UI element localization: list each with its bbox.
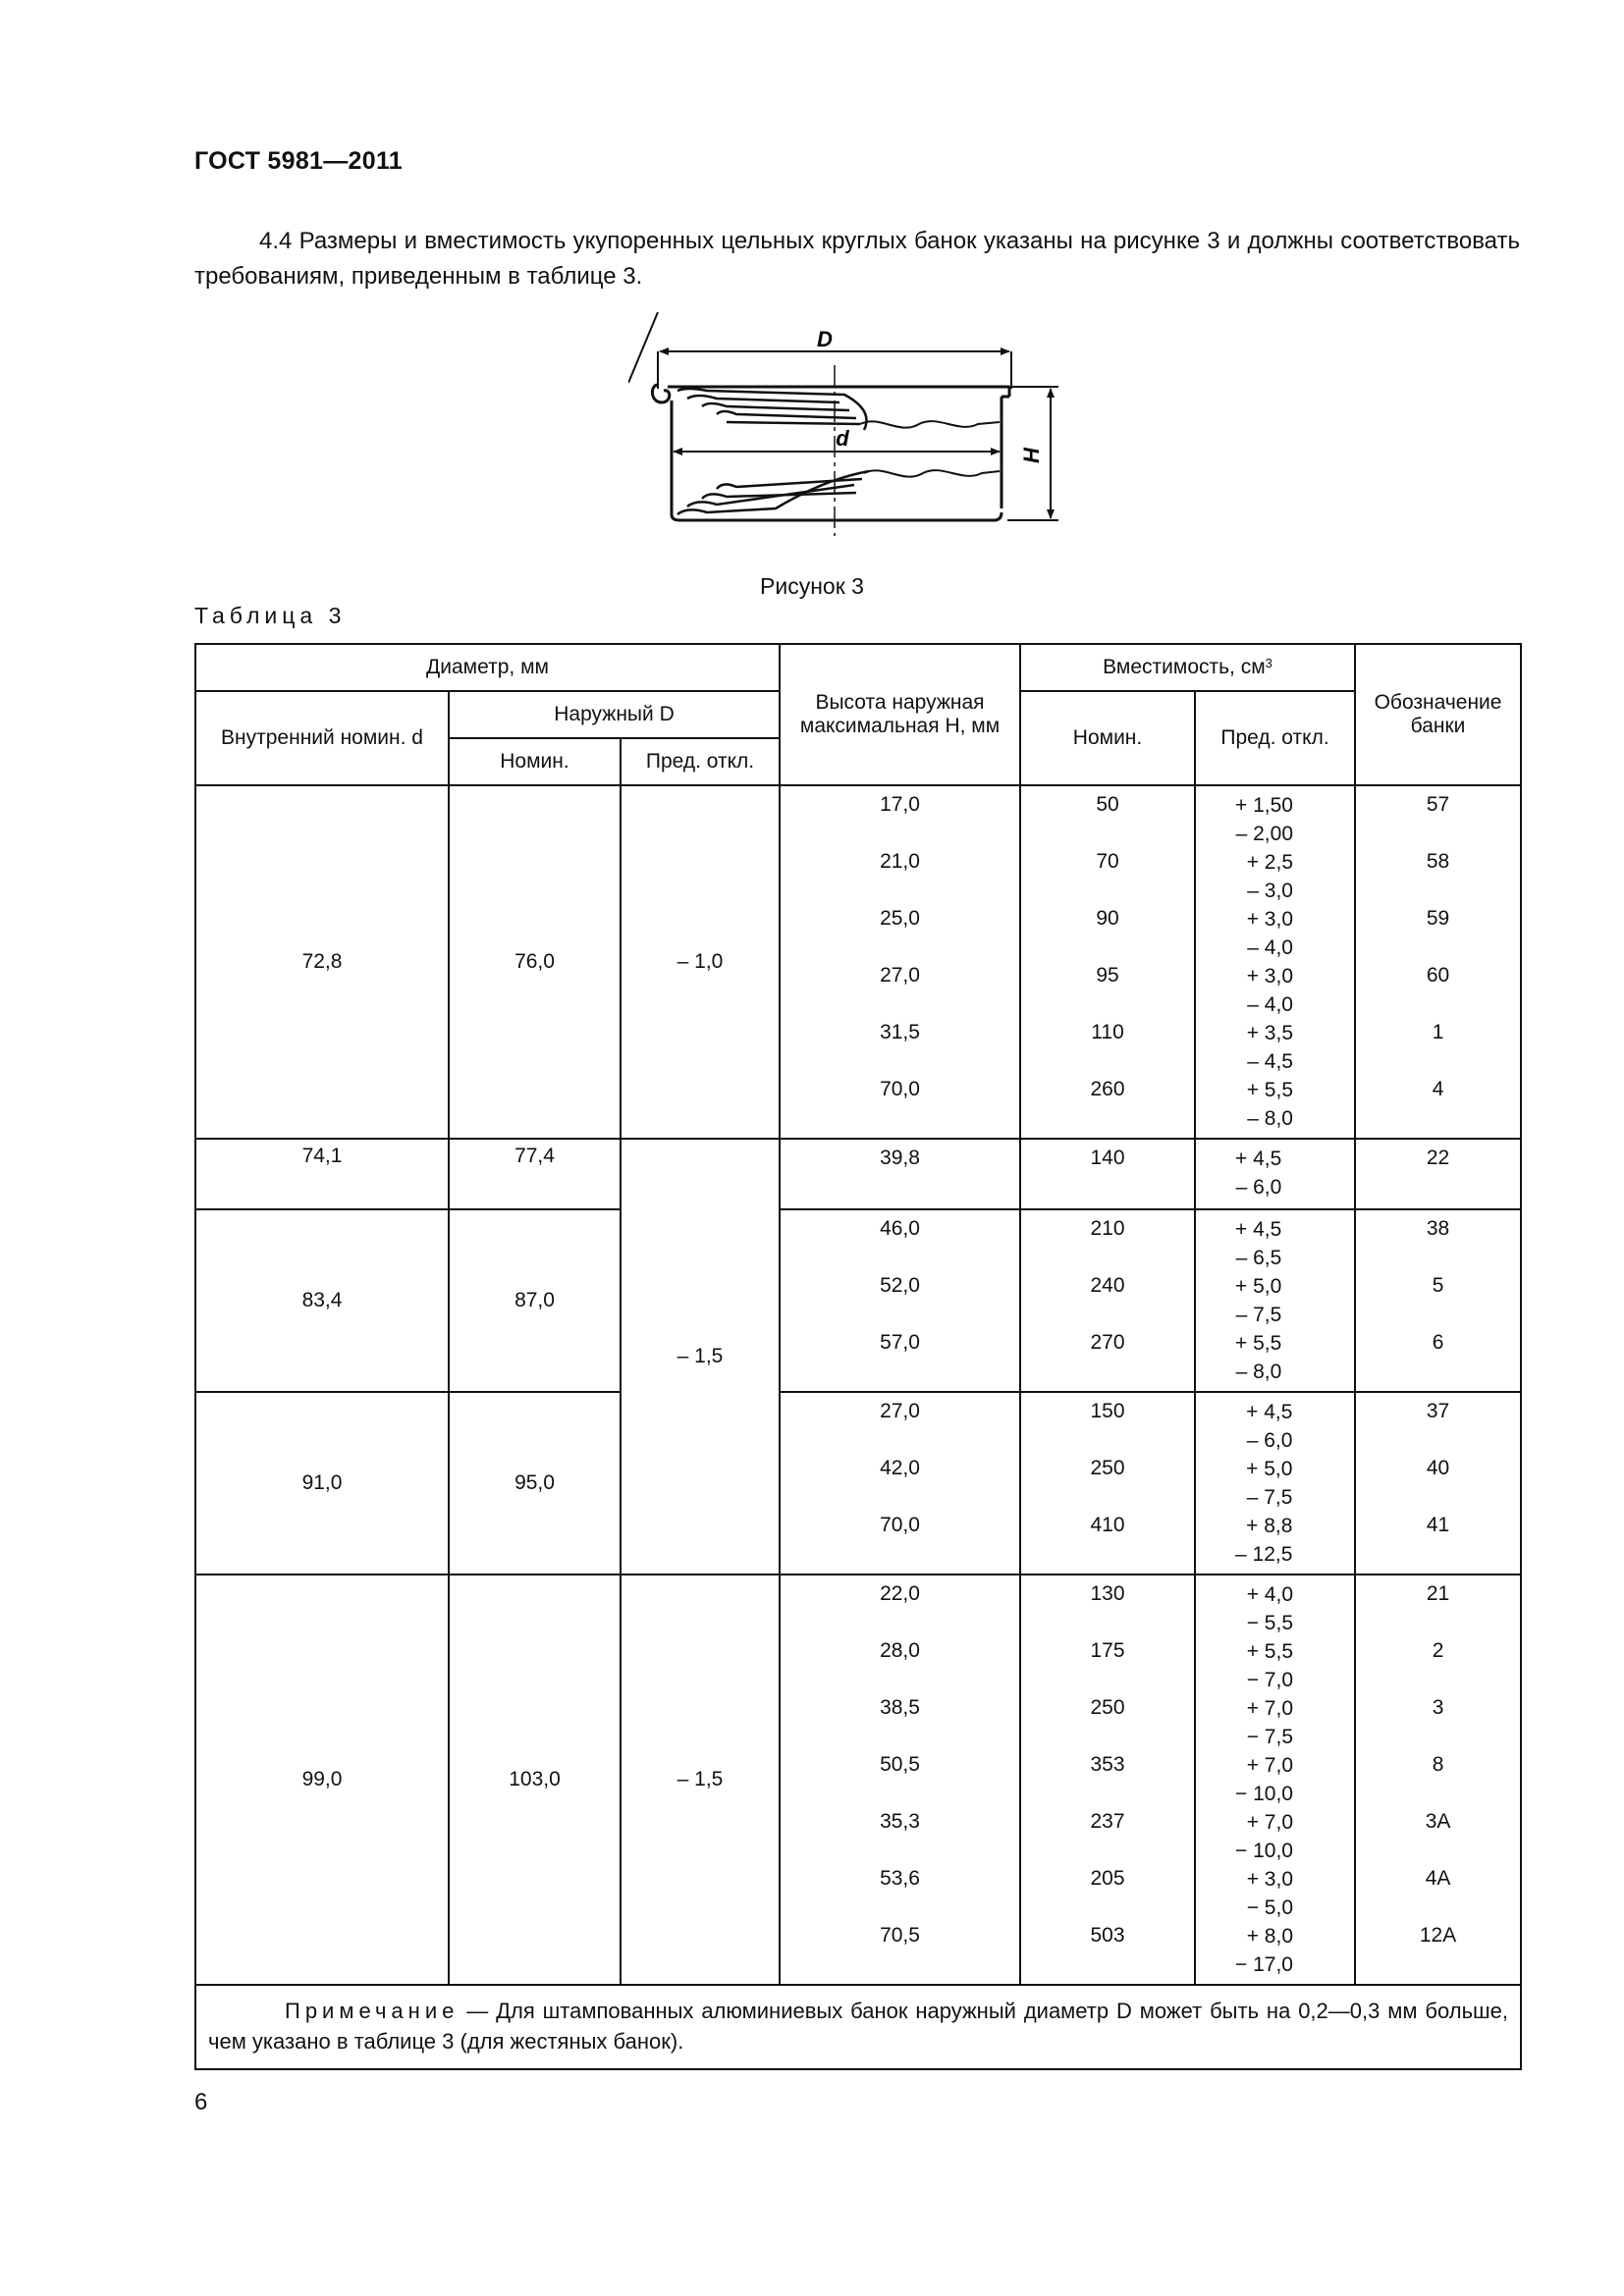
document-header: ГОСТ 5981—2011 bbox=[194, 147, 403, 175]
dim-ext-left bbox=[628, 312, 658, 383]
table-row bbox=[195, 1139, 1521, 1209]
section-paragraph bbox=[194, 224, 1520, 294]
capacity-deviation-cell: + 4,5 – 6,0 bbox=[1195, 1139, 1355, 1209]
outer-diameter-cell: 76,0 bbox=[449, 785, 621, 1139]
header-outer: Наружный D bbox=[449, 691, 780, 738]
height-cell: 22,0 28,0 38,5 50,5 35,3 53,6 70,5 bbox=[780, 1575, 1020, 1985]
capacity-deviation-cell: + 4,0 − 5,5 + 5,5 − 7,0 + 7,0 − 7,5 + 7,0 − 10,0 + 7,0 − 10,0 + 3,0 − 5,0 + 8,0 − 17,0 bbox=[1195, 1575, 1355, 1985]
header-outer-dev: Пред. откл. bbox=[621, 738, 780, 785]
outer-deviation-cell: – 1,0 bbox=[621, 785, 780, 1139]
table-row bbox=[195, 1575, 1521, 1985]
capacity-deviation-cell: + 4,5 – 6,5 + 5,0 – 7,5 + 5,5 – 8,0 bbox=[1195, 1209, 1355, 1392]
height-cell: 17,0 21,0 25,0 27,0 31,5 70,0 bbox=[780, 785, 1020, 1139]
capacity-cell: 150 250 410 bbox=[1020, 1392, 1195, 1575]
can-drawing bbox=[628, 312, 1080, 553]
inner-diameter-cell: 74,1 bbox=[195, 1139, 449, 1209]
can-seam-curl bbox=[652, 385, 669, 402]
paragraph-text: 4.4 Размеры и вместимость укупоренных цельных круглых банок указаны на рисунке 3 и должны соответствовать требованиям, приведенным в таблице 3. bbox=[194, 228, 1520, 290]
outer-diameter-cell: 95,0 bbox=[449, 1392, 621, 1575]
inner-diameter-cell: 91,0 bbox=[195, 1392, 449, 1575]
inner-diameter-cell: 83,4 bbox=[195, 1209, 449, 1392]
table-row bbox=[195, 1392, 1521, 1575]
outer-diameter-cell: 103,0 bbox=[449, 1575, 621, 1985]
figure-caption: Рисунок 3 bbox=[760, 573, 864, 599]
designation-cell: 37 40 41 bbox=[1355, 1392, 1521, 1575]
capacity-deviation-cell: + 1,50 – 2,00 + 2,5 – 3,0 + 3,0 – 4,0 + 3,0 – 4,0 + 3,5 – 4,5 + 5,5 – 8,0 bbox=[1195, 785, 1355, 1139]
capacity-cell: 130 175 250 353 237 205 503 bbox=[1020, 1575, 1195, 1985]
table-note-row bbox=[195, 1985, 1521, 2069]
outer-deviation-cell: – 1,5 bbox=[621, 1575, 780, 1985]
designation-cell: 57 58 59 60 1 4 bbox=[1355, 785, 1521, 1139]
outer-diameter-cell: 77,4 bbox=[449, 1139, 621, 1209]
height-cell: 46,0 52,0 57,0 bbox=[780, 1209, 1020, 1392]
table-caption: Таблица 3 bbox=[194, 603, 347, 628]
can-drawing-svg bbox=[628, 312, 1080, 548]
designation-cell: 21 2 3 8 3А 4А 12А bbox=[1355, 1575, 1521, 1985]
inner-diameter-cell: 72,8 bbox=[195, 785, 449, 1139]
table-note bbox=[195, 1985, 1521, 2069]
capacity-cell: 210 240 270 bbox=[1020, 1209, 1195, 1392]
header-height: Высота наружная максимальная H, мм bbox=[780, 644, 1020, 785]
outer-deviation-cell: – 1,5 bbox=[621, 1139, 780, 1575]
note-text: — Для штампованных алюминиевых банок наружный диаметр D может быть на 0,2—0,3 мм больше, чем указано в таблице 3 (для жестяных банок). bbox=[208, 1999, 1509, 2054]
designation-cell: 38 5 6 bbox=[1355, 1209, 1521, 1392]
height-cell: 39,8 bbox=[780, 1139, 1020, 1209]
height-cell: 27,0 42,0 70,0 bbox=[780, 1392, 1020, 1575]
page-number: 6 bbox=[194, 2089, 208, 2115]
note-label: Примечание bbox=[285, 1999, 460, 2023]
table-row bbox=[195, 785, 1521, 1139]
header-cap-nom: Номин. bbox=[1020, 691, 1195, 785]
outer-diameter-cell: 87,0 bbox=[449, 1209, 621, 1392]
inner-diameter-cell: 99,0 bbox=[195, 1575, 449, 1985]
label-d: d bbox=[836, 426, 849, 451]
designation-cell: 22 bbox=[1355, 1139, 1521, 1209]
capacity-cell: 140 bbox=[1020, 1139, 1195, 1209]
header-inner-nom: Внутренний номин. d bbox=[195, 691, 449, 785]
header-designation: Обозначение банки bbox=[1355, 644, 1521, 785]
capacity-cell: 50 70 90 95 110 260 bbox=[1020, 785, 1195, 1139]
label-D: D bbox=[817, 327, 833, 351]
table-row bbox=[195, 1209, 1521, 1392]
header-capacity: Вместимость, $см^3$ bbox=[1020, 644, 1355, 691]
label-H: H bbox=[1019, 448, 1044, 463]
header-diameter: Диаметр, мм bbox=[195, 644, 780, 691]
dimensions-table bbox=[194, 643, 1522, 2070]
header-outer-nom: Номин. bbox=[449, 738, 621, 785]
header-cap-dev: Пред. откл. bbox=[1195, 691, 1355, 785]
capacity-deviation-cell: + 4,5 – 6,0 + 5,0 – 7,5 + 8,8 – 12,5 bbox=[1195, 1392, 1355, 1575]
